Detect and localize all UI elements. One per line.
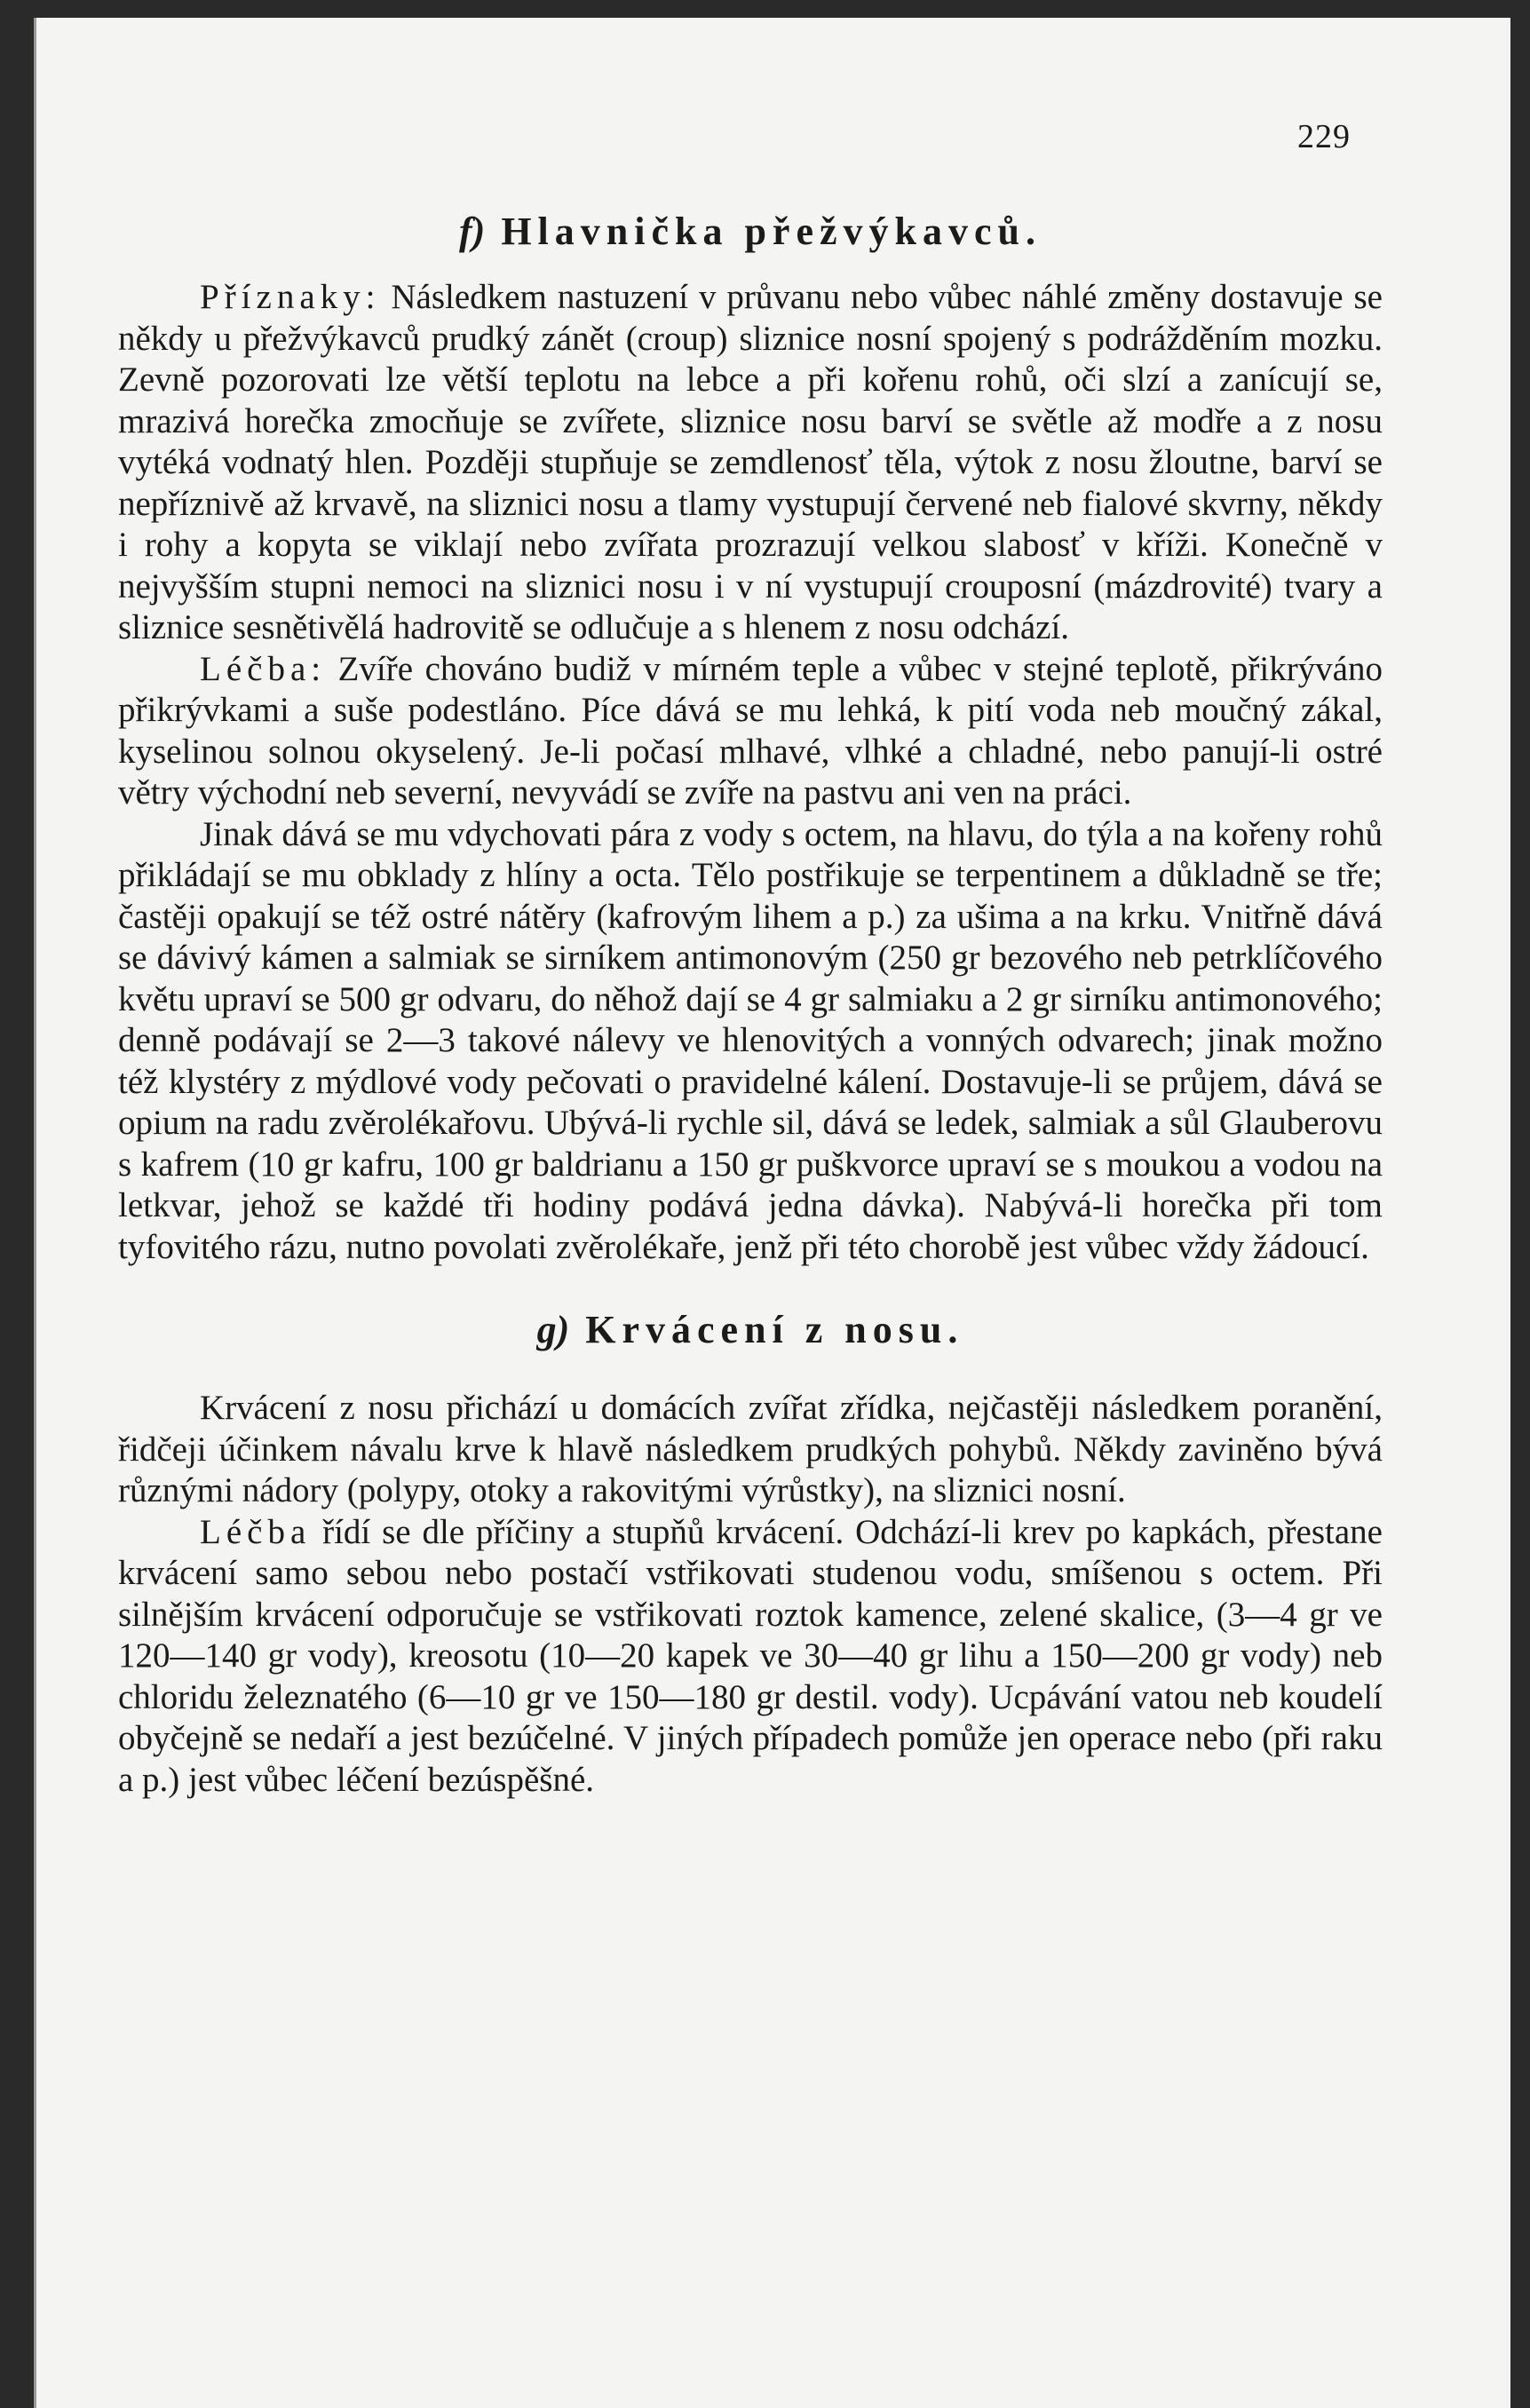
paragraph-text: Krvácení z nosu přichází u domácích zvířat zřídka, nejčastěji následkem poranění, řidčeji účinkem návalu krve k hlavě následkem prudkých pohybů. Někdy zaviněno bývá různými nádory (polypy, otoky a rakovitými výrůstky), na sliznici nosní. <box>118 1389 1383 1509</box>
section-heading: Hlavnička přežvýkavců. <box>501 210 1042 253</box>
section-title-f <box>118 209 1383 254</box>
book-page <box>34 18 1510 2408</box>
paragraph-lead: Příznaky: <box>200 278 381 316</box>
paragraph-lead: Léčba <box>200 1512 312 1551</box>
paragraph-text: řídí se dle příčiny a stupňů krvácení. Odchází-li krev po kapkách, přestane krvácení samo sebou nebo postačí vstřikovati studenou vodu, smíšenou s octem. Při silnějším krvácení odporučuje se vstřikovati roztok kamence, zelené skalice, (3—4 gr ve 120—140 gr vody), kreosotu (10—20 kapek ve 30—40 gr lihu a 150—200 gr vody) neb chloridu železnatého (6—10 gr ve 150—180 gr destil. vody). Ucpávání vatou neb koudelí obyčejně se nedaří a jest bezúčelné. V jiných případech pomůže jen operace nebo (při raku a p.) jest vůbec léčení bezúspěšné. <box>118 1512 1383 1799</box>
section-title-g <box>118 1307 1383 1352</box>
section-label: g) <box>536 1308 570 1351</box>
paragraph-text: Zvíře chováno budiž v mírném teple a vůbec v stejné teplotě, přikrýváno přikrývkami a suše podestláno. Píce dává se mu lehká, k pití voda neb moučný zákal, kyselinou solnou okyselený. Je-li počasí mlhavé, vlhké a chladné, nebo panují-li ostré větry východní neb severní, nevyvádí se zvíře na pastvu ani ven na práci. <box>118 649 1383 812</box>
paragraph-nosebleed-treatment <box>118 1512 1383 1802</box>
paragraph-treatment <box>118 649 1383 814</box>
paragraph-nosebleed <box>118 1388 1383 1512</box>
section-heading: Krvácení z nosu. <box>585 1308 964 1351</box>
paragraph-lead: Léčba: <box>200 649 327 688</box>
paragraph-treatment-cont <box>118 814 1383 1269</box>
page-number: 229 <box>1297 118 1351 155</box>
paragraph-symptoms <box>118 277 1383 649</box>
page-body <box>118 209 1383 1801</box>
paragraph-text: Jinak dává se mu vdychovati pára z vody s octem, na hlavu, do týla a na kořeny rohů přikládají se mu obklady z hlíny a octa. Tělo postřikuje se terpentinem a důkladně se tře; častěji opakují se též ostré nátěry (kafrovým lihem a p.) za ušima a na krku. Vnitřně dává se dávivý kámen a salmiak se sirníkem antimonovým (250 gr bezového neb petrklíčového květu upraví se 500 gr odvaru, do něhož dají se 4 gr salmiaku a 2 gr sirníku antimonového; denně podávají se 2—3 takové nálevy ve hlenovitých a vonných odvarech; jinak možno též klystéry z mýdlové vody pečovati o pravidelné kálení. Dostavuje-li se průjem, dává se opium na radu zvěrolékařovu. Ubývá-li rychle sil, dává se ledek, salmiak a sůl Glauberovu s kafrem (10 gr kafru, 100 gr baldrianu a 150 gr puškvorce upraví se s moukou a vodou na letkvar, jehož se každé tři hodiny podává jedna dávka). Nabývá-li horečka při tom tyfovitého rázu, nutno povolati zvěrolékaře, jenž při této chorobě jest vůbec vždy žádoucí. <box>118 814 1383 1266</box>
paragraph-text: Následkem nastuzení v průvanu nebo vůbec náhlé změny dostavuje se někdy u přežvýkavců prudký zánět (croup) sliznice nosní spojený s podrážděním mozku. Zevně pozorovati lze větší teplotu na lebce a při kořenu rohů, oči slzí a zanícují se, mrazivá horečka zmocňuje se zvířete, sliznice nosu barví se světle až modře a z nosu vytéká vodnatý hlen. Později stupňuje se zemdlenosť těla, výtok z nosu žloutne, barví se nepříznivě až krvavě, na sliznici nosu a tlamy vystupují červené neb fialové skvrny, někdy i rohy a kopyta se viklají nebo zvířata prozrazují velkou slabosť v kříži. Konečně v nejvyšším stupni nemoci na sliznici nosu i v ní vystupují crouposní (mázdrovité) tvary a sliznice sesnětivělá hadrovitě se odlučuje a s hlenem z nosu odchází. <box>118 278 1383 646</box>
section-label: f) <box>459 210 486 253</box>
